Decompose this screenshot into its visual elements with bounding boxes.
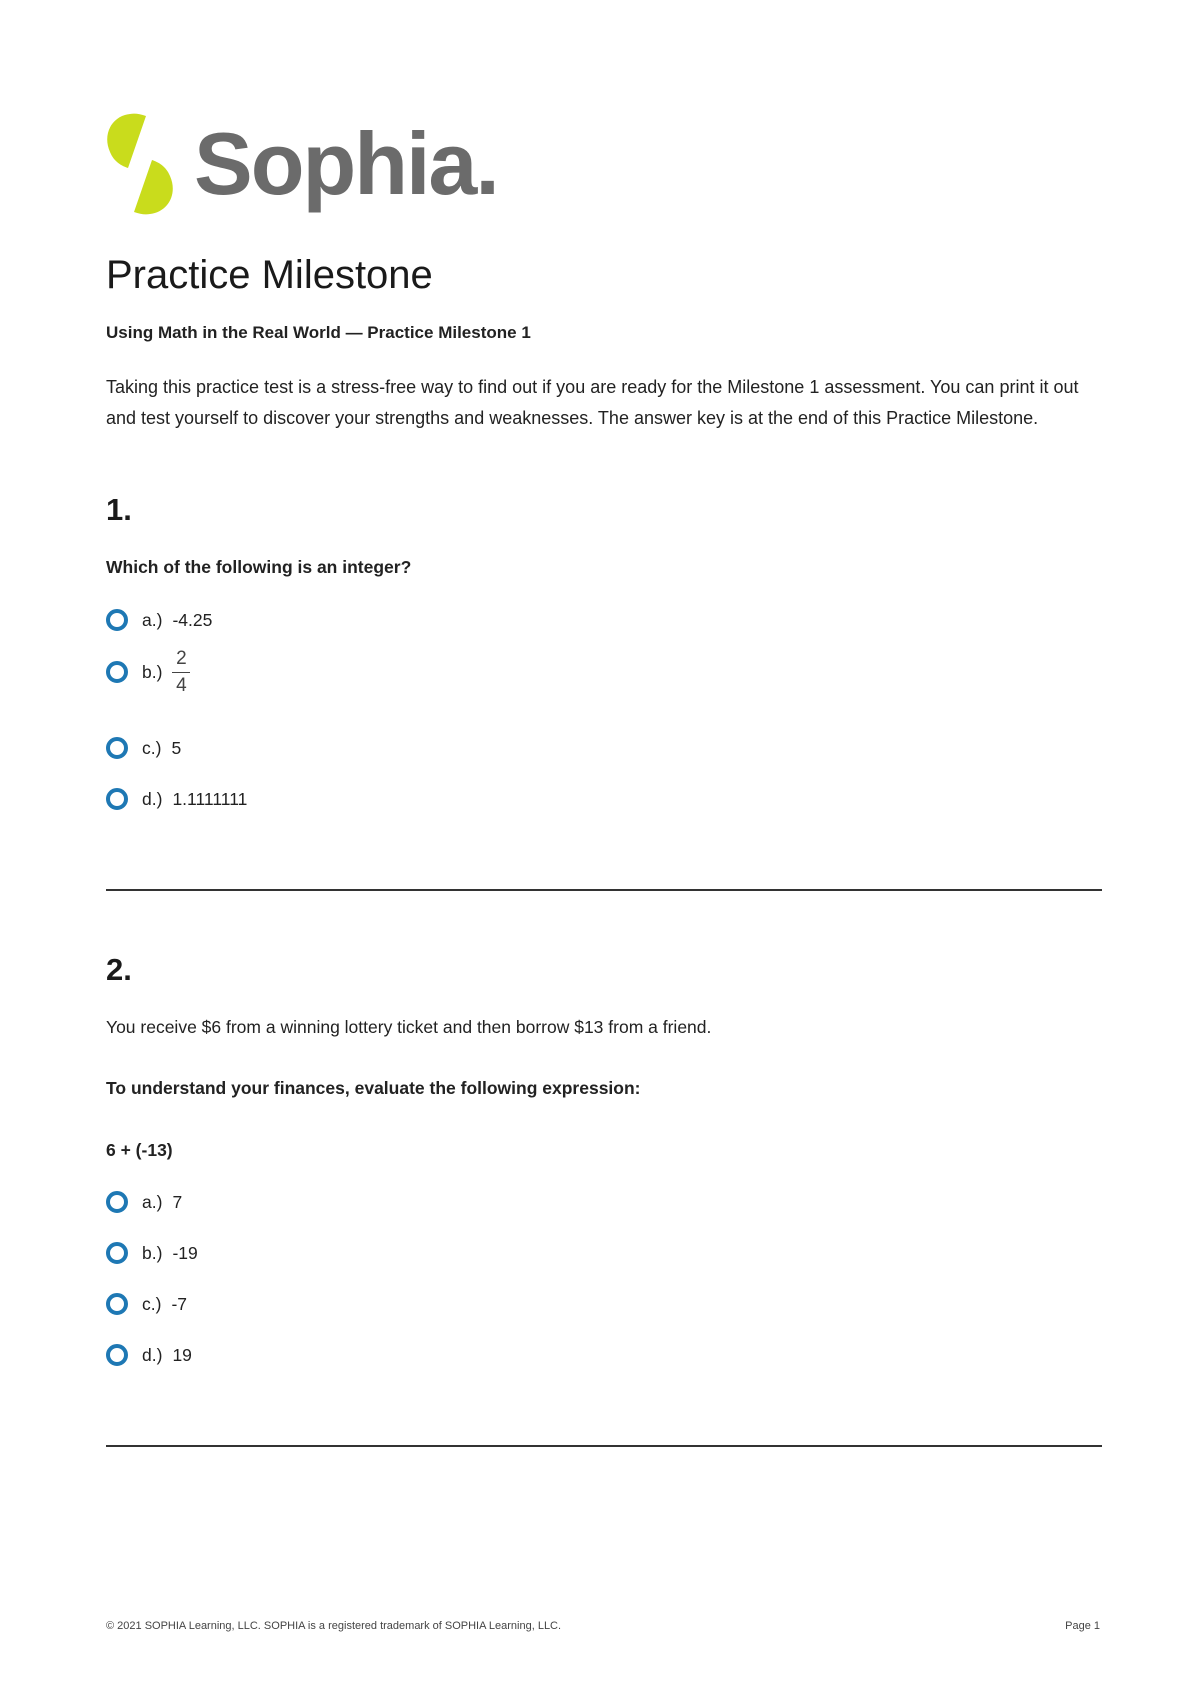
option-value: -19 [172, 1242, 198, 1263]
option-label: b.) [142, 661, 163, 682]
question-2-context: You receive $6 from a winning lottery ticket and then borrow $13 from a friend. [106, 1017, 712, 1037]
option-value: 7 [172, 1191, 183, 1212]
question-1-option-c[interactable] [106, 736, 181, 760]
sophia-logo [104, 112, 498, 216]
radio-button-icon[interactable] [106, 609, 128, 631]
question-2-option-c[interactable] [106, 1292, 187, 1316]
radio-button-icon[interactable] [106, 737, 128, 759]
radio-button-icon[interactable] [106, 1293, 128, 1315]
question-2-option-b[interactable] [106, 1241, 198, 1265]
page-title: Practice Milestone [106, 253, 433, 297]
option-label: b.) [142, 1242, 163, 1263]
option-value: 5 [171, 737, 182, 758]
question-2-prompt: To understand your finances, evaluate the following expression: [106, 1078, 641, 1098]
question-2-option-d[interactable] [106, 1343, 192, 1367]
radio-button-icon[interactable] [106, 1191, 128, 1213]
sophia-logo-icon [104, 112, 176, 216]
option-value: -7 [171, 1293, 188, 1314]
radio-button-icon[interactable] [106, 788, 128, 810]
fraction-numerator: 2 [176, 647, 187, 669]
page-subtitle: Using Math in the Real World — Practice Milestone 1 [106, 323, 531, 342]
radio-button-icon[interactable] [106, 1242, 128, 1264]
question-2-option-a[interactable] [106, 1190, 182, 1214]
intro-paragraph: Taking this practice test is a stress-free way to find out if you are ready for the Milestone 1 assessment. You can print it out and test yourself to discover your strengths and weaknesses. The answer key is at the end of this Practice Milestone. [106, 377, 1079, 428]
footer-page-number: Page 1 [1065, 1620, 1100, 1632]
question-1-option-d[interactable] [106, 787, 247, 811]
option-label: d.) [142, 788, 163, 809]
question-1-number: 1. [106, 492, 132, 527]
brand-name: Sophia. [194, 114, 498, 213]
question-1-prompt: Which of the following is an integer? [106, 557, 412, 577]
question-2-expression: 6 + (-13) [106, 1140, 173, 1160]
fraction-denominator: 4 [176, 674, 187, 696]
option-label: a.) [142, 1191, 163, 1212]
question-1-option-a[interactable] [106, 608, 212, 632]
option-label: c.) [142, 737, 162, 758]
option-label: a.) [142, 609, 163, 630]
option-value: -4.25 [172, 609, 213, 630]
question-2-number: 2. [106, 952, 132, 987]
fraction [172, 648, 190, 697]
radio-button-icon[interactable] [106, 661, 128, 683]
radio-button-icon[interactable] [106, 1344, 128, 1366]
section-divider [106, 1445, 1102, 1447]
option-label: d.) [142, 1344, 163, 1365]
footer-copyright: © 2021 SOPHIA Learning, LLC. SOPHIA is a registered trademark of SOPHIA Learning, LLC. [106, 1620, 562, 1632]
option-label: c.) [142, 1293, 162, 1314]
option-value: 1.1111111 [172, 788, 248, 809]
option-value: 19 [172, 1344, 192, 1365]
question-1-option-b[interactable] [106, 647, 190, 696]
section-divider [106, 889, 1102, 891]
fraction-bar [172, 672, 190, 673]
